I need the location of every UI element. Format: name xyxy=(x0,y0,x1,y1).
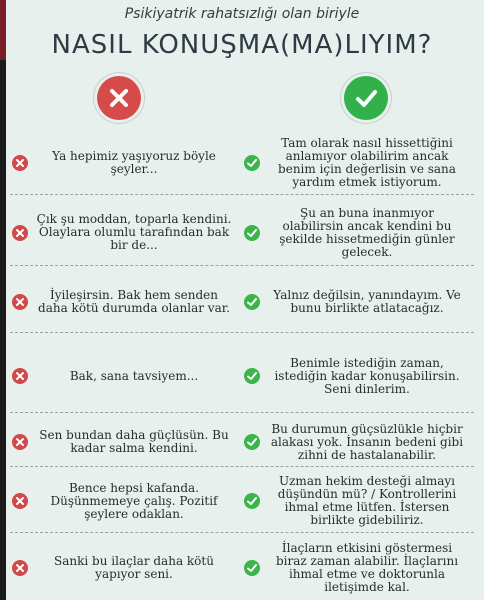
check-icon xyxy=(350,82,382,114)
check-icon xyxy=(244,368,260,384)
list-item xyxy=(10,200,474,266)
dont-text: Sanki bu ilaçlar daha kötü yapıyor seni. xyxy=(54,554,214,581)
dont-cell xyxy=(10,470,240,532)
do-cell xyxy=(242,538,474,598)
do-cell xyxy=(242,272,474,332)
close-icon xyxy=(12,560,28,576)
list-item xyxy=(10,272,474,333)
dont-text: İyileşirsin. Bak hem senden daha kötü durumda olanlar var. xyxy=(38,288,230,315)
left-edge-strip xyxy=(0,0,6,600)
dont-cell xyxy=(10,418,240,466)
check-icon xyxy=(244,225,260,241)
do-text: Şu an buna inanmıyor olabilirsin ancak kendini bu şekilde hissetmediğin günler gelecek. xyxy=(279,205,455,259)
do-cell xyxy=(242,132,474,194)
dont-cell xyxy=(10,340,240,412)
check-icon xyxy=(244,560,260,576)
do-text: Uzman hekim desteği almayı düşündün mü? / Kontrollerini ihmal etme lütfen. İstersen birlikte gidebiliriz. xyxy=(277,474,457,527)
list-item xyxy=(10,340,474,413)
do-text: Benimle istediğin zaman, istediğin kadar konuşabilirsin. Seni dinlerim. xyxy=(274,355,460,396)
list-item xyxy=(10,538,474,598)
close-icon xyxy=(12,368,28,384)
do-cell xyxy=(242,340,474,412)
list-item xyxy=(10,132,474,195)
close-icon xyxy=(12,225,28,241)
close-icon xyxy=(12,434,28,450)
do-cell xyxy=(242,418,474,466)
do-text: Yalnız değilsin, yanındayım. Ve bunu birlikte atlatacağız. xyxy=(273,288,461,315)
dont-cell xyxy=(10,538,240,598)
close-icon xyxy=(12,493,28,509)
dont-cell xyxy=(10,132,240,194)
dont-cell xyxy=(10,272,240,332)
dont-header-icon xyxy=(97,76,141,120)
check-icon xyxy=(244,294,260,310)
subtitle: Psikiyatrik rahatsızlığı olan biriyle xyxy=(124,6,360,22)
close-icon xyxy=(12,155,28,171)
do-header-icon xyxy=(344,76,388,120)
do-text: Bu durumun güçsüzlükle hiçbir alakası yok. İnsanın bedeni gibi zihni de hastalanabilir. xyxy=(270,421,464,462)
do-cell xyxy=(242,200,474,265)
close-icon xyxy=(103,82,135,114)
list-item xyxy=(10,418,474,467)
check-icon xyxy=(244,434,260,450)
dont-text: Bence hepsi kafanda. Düşünmemeye çalış. Pozitif şeylere odaklan. xyxy=(50,480,218,521)
do-text: Tam olarak nasıl hissettiğini anlamıyor olabilirim ancak benim için değerlisin ve sana yardım etmek istiyorum. xyxy=(278,136,456,189)
list-item xyxy=(10,470,474,533)
dont-text: Çık şu moddan, toparla kendini. Olaylara olumlu tarafından bak bir de... xyxy=(36,212,232,252)
check-icon xyxy=(244,155,260,171)
dont-text: Sen bundan daha güçlüsün. Bu kadar salma kendini. xyxy=(39,428,229,455)
dont-text: Ya hepimiz yaşıyoruz böyle şeyler... xyxy=(52,149,216,176)
dont-text: Bak, sana tavsiyem... xyxy=(69,368,199,383)
dont-cell xyxy=(10,200,240,265)
check-icon xyxy=(244,493,260,509)
page-title: NASIL KONUŞMA(MA)LIYIM? xyxy=(51,30,433,60)
do-cell xyxy=(242,470,474,532)
do-text: İlaçların etkisini göstermesi biraz zaman alabilir. İlaçlarını ihmal etme ve doktorunla iletişimde kal. xyxy=(275,541,459,594)
close-icon xyxy=(12,294,28,310)
